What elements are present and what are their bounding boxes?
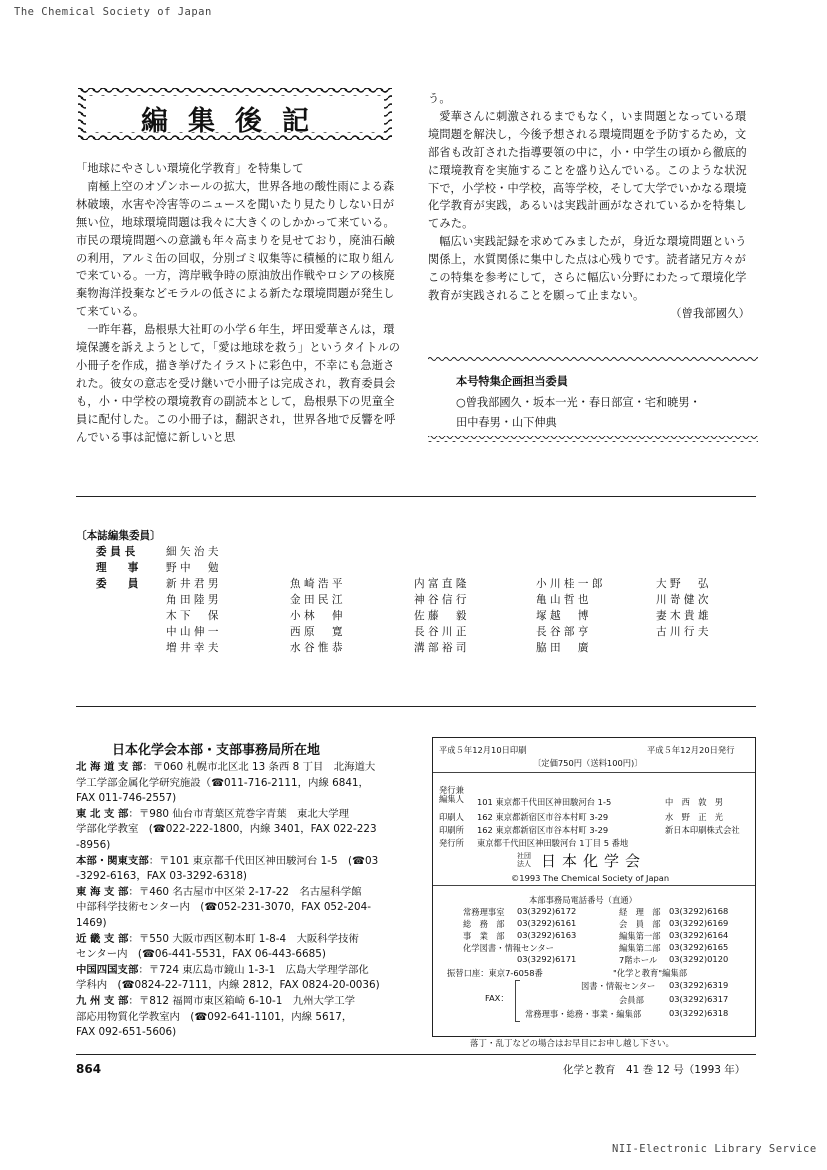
- phone-number: 03(3292)6168: [669, 906, 729, 916]
- editors-heading: 〔本誌編集委員〕: [76, 530, 161, 542]
- paragraph: 愛華さんに刺激されるまでもなく，いま問題となっている環境問題を解決し，今後予想される環境問題を予防するため，文部省も改訂された指導要領の中に，小・中学生の頃から徹底的に環境教育を実施することを盛り込んでいる。このような状況下で，小学校・中学校，高等学校，そして大学でいかなる環境化学教育が実践，あるいは実践計画がなされているかを特集してみた。: [428, 109, 747, 231]
- editor-name: 亀 山 哲 也: [536, 594, 589, 606]
- fax-number: 03(3292)6318: [669, 1008, 729, 1018]
- article-right-column: [428, 90, 756, 323]
- branch-entry: 九 州 支 部：〒812 福岡市東区箱崎 6-10-1 九州大学工学 部応用物質化学教室内 (☎092-641-1101，内線 5617， FAX 092-651-5606): [76, 994, 356, 1039]
- press-address: 162 東京都新宿区市谷本村町 3-29: [477, 825, 609, 835]
- editor-name: 長 谷 川 正: [414, 626, 467, 638]
- phone-number: 03(3292)6164: [669, 930, 729, 940]
- phone-dept: 化学図書・情報センター: [463, 943, 554, 953]
- divider: [433, 885, 755, 886]
- branch-entry: 中国四国支部：〒724 東広島市鏡山 1-3-1 広島大学理学部化 学科内 (☎0824-22-7111，内線 2812，FAX 0824-20-0036): [76, 963, 380, 992]
- page-title: 編集後記: [141, 106, 329, 137]
- paragraph-continuation: う。: [428, 92, 451, 105]
- paragraph: 南極上空のオゾンホールの拡大，世界各地の酸性雨による森林破壊，水害や冷害等のニュースを聞いたり見たりしない日が無い位，地球環境問題は我々に大きくのしかかって来ている。市民の環境問題への意識も年々高まりを見せており，廃油石鹸の利用，アルミ缶の回収，分別ゴミ収集等に積極的に取り組んで来ている。一方，湾岸戦争時の原油放出作戦やロシアの核廃棄物海洋投棄などモラルの低さによる新たな環境問題が発生して来ている。: [76, 179, 395, 319]
- phone-number: 03(3292)6171: [517, 954, 577, 964]
- divider: [76, 1054, 756, 1055]
- branches-list: [76, 760, 396, 1041]
- fax-label: FAX：: [485, 993, 509, 1003]
- divider: [76, 706, 756, 707]
- phone-number: 03(3292)6169: [669, 918, 729, 928]
- phone-dept: 総 務 部: [463, 919, 505, 929]
- colophon-box: [432, 737, 756, 1037]
- editor-name: 魚 崎 浩 平: [290, 578, 343, 590]
- editor-name: 中 山 伸 一: [166, 626, 219, 638]
- phone-number: 03(3292)6161: [517, 918, 577, 928]
- branch-entry: 近 畿 支 部：〒550 大阪市西区靭本町 1-8-4 大阪科学技術 センター内 (☎06-441-5531，FAX 06-443-6685): [76, 932, 359, 961]
- fax-dept: 常務理事・総務・事業・編集部: [525, 1009, 642, 1019]
- phones-title: 本部事務局電話番号（直通）: [529, 895, 637, 905]
- branches-title: 日本化学会本部・支部事務局所在地: [111, 743, 320, 758]
- printer-name: 水 野 正 光: [665, 812, 724, 822]
- phone-number: 03(3292)0120: [669, 954, 729, 964]
- branch-entry: 北 海 道 支 部：〒060 札幌市北区北 13 条西 8 丁目 北海道大 学工学部金属化学研究施設（☎011-716-2111，内線 6841， FAX 011-746-2557): [76, 761, 376, 805]
- divider: [433, 772, 755, 773]
- editor-role: 委 員 長: [96, 546, 136, 558]
- notice: 落丁・乱丁などの場合はお早目にお申し越し下さい。: [470, 1039, 675, 1049]
- committee-members: 田中春男・山下伸典: [456, 416, 557, 429]
- editor-name: 溝 部 裕 司: [414, 642, 467, 654]
- heading-box: [76, 86, 394, 142]
- publisher-address: 東京都千代田区神田駿河台 1丁目 5 番地: [477, 838, 629, 848]
- phone-dept: 常務理事室: [463, 907, 505, 917]
- phone-number: 03(3292)6172: [517, 906, 577, 916]
- fax-bracket: [515, 980, 520, 1022]
- editor-name: 脇 田 廣: [536, 642, 589, 654]
- editor-name: 川 嵜 健 次: [656, 594, 709, 606]
- committee-box: [428, 356, 758, 442]
- press-name: 新日本印刷株式会社: [665, 825, 740, 835]
- editor-name: 金 田 民 江: [290, 594, 343, 606]
- editor-name: 小 川 桂 一 郎: [536, 578, 603, 590]
- phone-dept: 経 理 部: [619, 907, 661, 917]
- phone-dept: 会 員 部: [619, 919, 661, 929]
- editor-name: 大 野 弘: [656, 578, 709, 590]
- divider: [76, 496, 756, 497]
- account: 振替口座：東京7-6058番: [447, 968, 543, 978]
- print-date: 平成５年12月10日印刷: [439, 745, 527, 755]
- editor-name: 長 谷 部 亨: [536, 626, 589, 638]
- source-footer: NII-Electronic Library Service: [612, 1143, 817, 1155]
- paragraph: 一昨年暮，島根県大社町の小学６年生，坪田愛華さんは，環境保護を訴えようとして，「愛は地球を救う」というタイトルの小冊子を作成，描き挙げたイラストに彩色中，不幸にも急逝された。彼女の意志を受け継いで小冊子は完成され，教育委員会も，小・中学校の環境教育の副読本として，島根県下の児童全員に配付した。この小冊子は，翻訳され，世界各地で反響を呼んでいる事は記憶に新しいと思: [76, 323, 401, 444]
- phone-dept: 事 業 部: [463, 931, 505, 941]
- publish-date: 平成５年12月20日発行: [647, 745, 735, 755]
- editor-name: 塚 越 博: [536, 610, 589, 622]
- editor-name: 増 井 幸 夫: [166, 642, 219, 654]
- branch-entry: 東 北 支 部：〒980 仙台市青葉区荒巻字青葉 東北大学理 学部化学教室 (☎022-222-1800，内線 3401，FAX 022-223 -8956): [76, 807, 377, 851]
- editorial-dept: "化学と教育"編集部: [613, 968, 688, 978]
- press-label: 印刷所: [439, 825, 464, 835]
- phone-dept: 7階ホール: [619, 955, 658, 965]
- editor-role: 委 員: [96, 578, 139, 590]
- topic-line: 「地球にやさしい環境化学教育」を特集して: [76, 162, 304, 175]
- committee-title: 本号特集企画担当委員: [456, 375, 568, 388]
- copyright: ©1993 The Chemical Society of Japan: [511, 873, 670, 883]
- editor-name: 神 谷 信 行: [414, 594, 467, 606]
- phone-number: 03(3292)6163: [517, 930, 577, 940]
- fax-dept: 図書・情報センター: [581, 981, 656, 991]
- phone-dept: 編集第二部: [619, 943, 661, 953]
- editor-name: 佐 藤 毅: [414, 610, 467, 622]
- committee-members: ○曾我部國久・坂本一光・春日部宣・宅和暁男・: [456, 396, 701, 409]
- fax-number: 03(3292)6319: [669, 980, 729, 990]
- editor-name: 角 田 陸 男: [166, 594, 219, 606]
- editor-role: 理 事: [96, 562, 139, 574]
- editor-label: 発行兼編集人: [439, 785, 464, 804]
- printer-label: 印刷人: [439, 812, 464, 822]
- editor-name: 水 谷 惟 恭: [290, 642, 343, 654]
- editor-name: 妻 木 貴 雄: [656, 610, 709, 622]
- price: 〔定価750円（送料100円)〕: [533, 758, 643, 768]
- editor-name: 小 林 伸: [290, 610, 343, 622]
- editor-name: 木 下 保: [166, 610, 219, 622]
- editor-name: 内 富 直 隆: [414, 578, 467, 590]
- fax-number: 03(3292)6317: [669, 994, 729, 1004]
- signature: （曾我部國久）: [670, 306, 750, 320]
- society-prefix: 社団法人: [517, 852, 531, 868]
- editor-name: 野 中 勉: [166, 562, 219, 574]
- source-header: The Chemical Society of Japan: [14, 6, 212, 18]
- fax-dept: 会員部: [619, 995, 644, 1005]
- journal-info: 化学と教育 41 巻 12 号（1993 年）: [563, 1064, 746, 1076]
- phone-dept: 編集第一部: [619, 931, 661, 941]
- editor-name: 細 矢 治 夫: [166, 546, 219, 558]
- society-name: 日本化学会: [541, 852, 647, 870]
- editors-table: [76, 544, 756, 664]
- editor-address: 101 東京都千代田区神田駿河台 1-5: [477, 797, 612, 807]
- editor-name: 西 原 寛: [290, 626, 343, 638]
- branch-entry: 本部・関東支部：〒101 東京都千代田区神田駿河台 1-5 (☎03 -3292-6163，FAX 03-3292-6318): [76, 854, 379, 883]
- branch-entry: 東 海 支 部：〒460 名古屋市中区栄 2-17-22 名古屋科学館 中部科学技術センター内 (☎052-231-3070，FAX 052-204- 1469): [76, 885, 371, 929]
- page-number: 864: [76, 1062, 102, 1076]
- paragraph: 幅広い実践記録を求めてみましたが，身近な環境問題という関係上，水質関係に集中した点は心残りです。読者諸兄方々がこの特集を参考にして，さらに幅広い分野にわたって環境化学教育が実践されることを願って止まない。: [428, 235, 747, 302]
- phone-number: 03(3292)6165: [669, 942, 729, 952]
- editor-name: 古 川 行 夫: [656, 626, 709, 638]
- printer-address: 162 東京都新宿区市谷本村町 3-29: [477, 812, 609, 822]
- editor-name: 新 井 君 男: [166, 578, 219, 590]
- editor-name: 中 西 敦 男: [665, 797, 724, 807]
- article-left-column: [76, 160, 401, 447]
- publisher-label: 発行所: [439, 838, 464, 848]
